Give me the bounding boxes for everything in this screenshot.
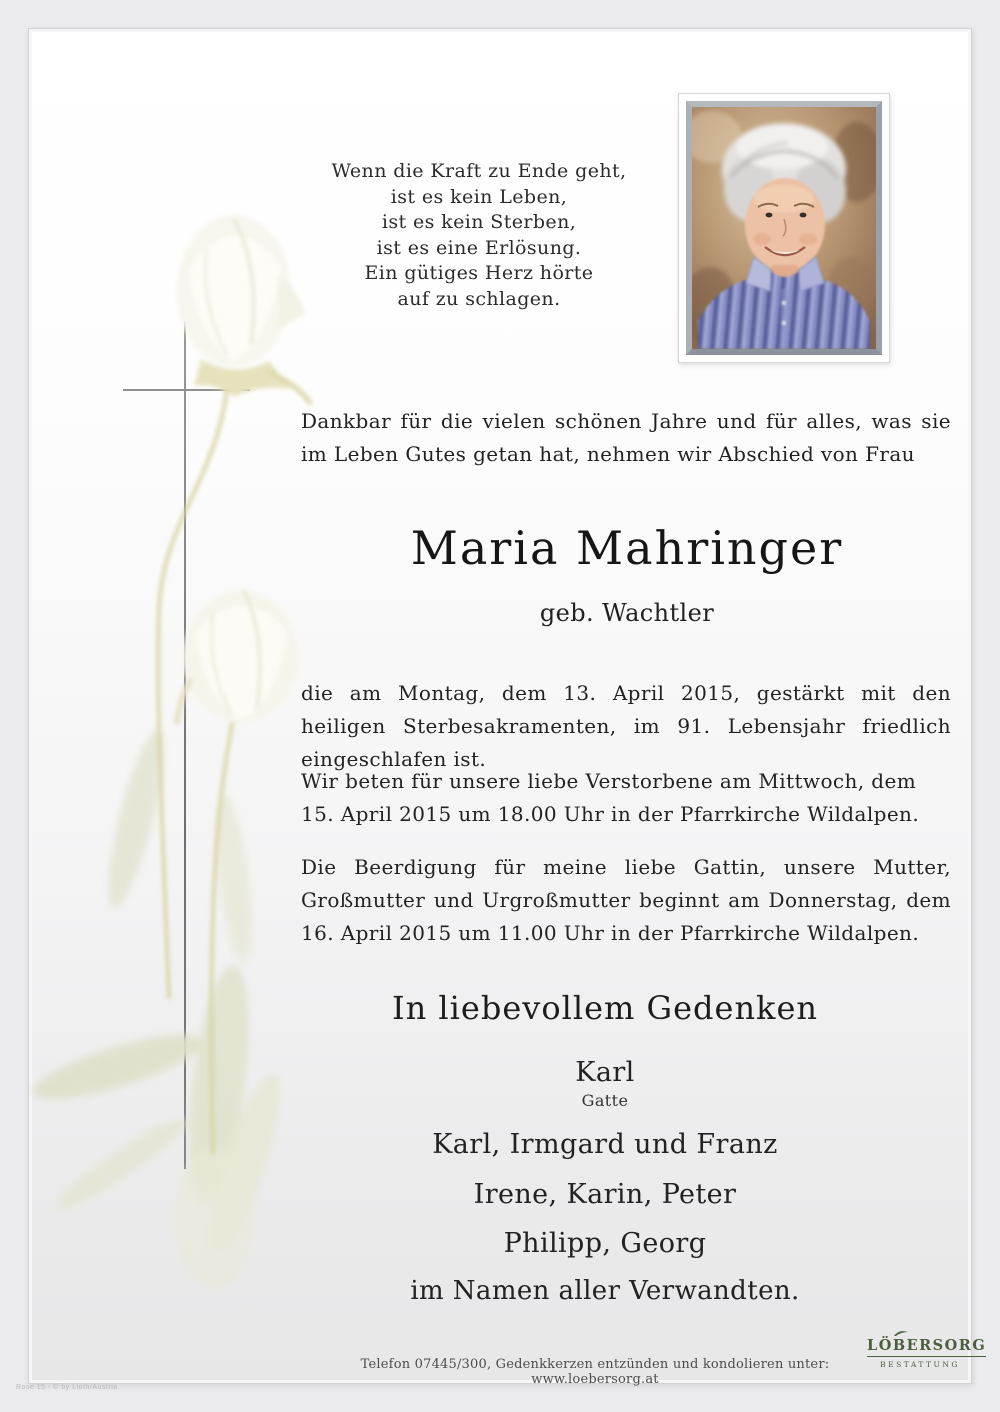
poem-line: ist es kein Leben, — [390, 185, 568, 208]
artwork-credit: Rose 15 - © by Lioth/Austria — [16, 1384, 118, 1391]
opening-poem — [279, 159, 679, 312]
mourners-line: Irene, Karin, Peter — [473, 1179, 737, 1210]
death-paragraph: die am Montag, dem 13. April 2015, gestärkt mit den heiligen Sterbesakramenten, im 91. Lebensjahr friedlich eingeschlafen ist. — [301, 681, 951, 771]
mourners-closing-line: im Namen aller Verwandten. — [410, 1276, 800, 1306]
mourners-line: Philipp, Georg — [503, 1228, 707, 1259]
chief-mourner-name: Karl — [575, 1057, 635, 1088]
funeral-paragraph: Die Beerdigung für meine liebe Gattin, unsere Mutter, Großmutter und Urgroßmutter beginnt am Donnerstag, dem 16. April 2015 um 11.00 Uhr in der Pfarrkirche Wildalpen. — [301, 855, 951, 945]
poem-line: Wenn die Kraft zu Ende geht, — [331, 160, 627, 182]
poem-line: ist es kein Sterben, — [381, 211, 577, 233]
logo-subtitle: BESTATTUNG — [880, 1360, 960, 1369]
card-page — [28, 28, 987, 1387]
chief-mourner-relation: Gatte — [581, 1091, 629, 1110]
intro-paragraph: Dankbar für die vielen schönen Jahre und für alles, was sie im Leben Gutes getan hat, nehmen wir Abschied von Frau — [301, 409, 951, 466]
funeral-home-logo — [867, 1335, 987, 1369]
poem-line: Ein gütiges Herz hörte — [364, 262, 594, 284]
portrait-photo — [686, 101, 882, 355]
mourners-line: Karl, Irmgard und Franz — [432, 1129, 778, 1160]
contact-footer: Telefon 07445/300, Gedenkkerzen entzünden und kondolieren unter: www.loebersorg.at — [360, 1357, 830, 1387]
poem-line: ist es eine Erlösung. — [376, 236, 582, 259]
prayer-service-paragraph: Wir beten für unsere liebe Verstorbene am Mittwoch, dem 15. April 2015 um 18.00 Uhr in der Pfarrkirche Wildalpen. — [301, 769, 920, 826]
logo-title: LÖBERSORG — [867, 1337, 986, 1357]
deceased-maiden-name: geb. Wachtler — [539, 599, 715, 627]
poem-line: auf zu schlagen. — [397, 287, 561, 310]
leaf-ornament-icon — [893, 1329, 909, 1337]
portrait-photo-frame — [678, 93, 890, 363]
deceased-name: Maria Mahringer — [410, 521, 844, 575]
memorial-heading: In liebevollem Gedenken — [392, 989, 818, 1027]
